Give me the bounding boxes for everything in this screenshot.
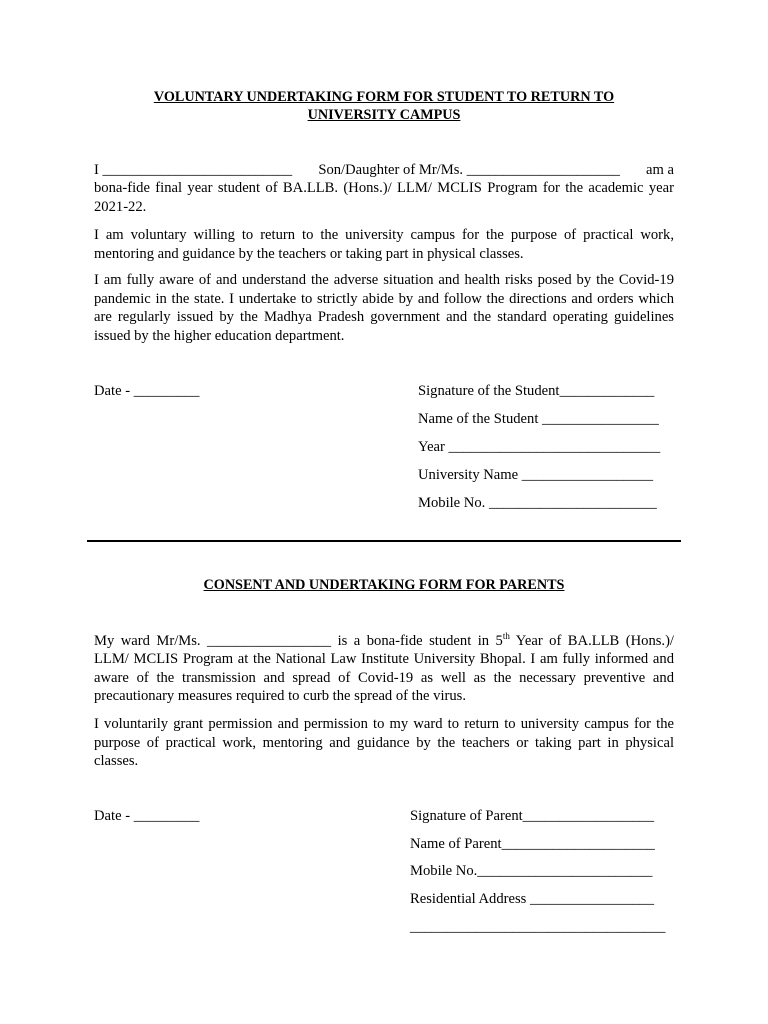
parent-ward-first-line: My ward Mr/Ms. _________________ is a bona-fide student in 5th Year of BA.LLB (Hons.)/ — [94, 631, 674, 649]
student-form-title-line2: UNIVERSITY CAMPUS — [307, 107, 461, 123]
student-date-field: Date - _________ — [94, 383, 200, 399]
student-name-field: Name of the Student ________________ — [418, 411, 659, 427]
student-intro-rest: bona-fide final year student of BA.LLB. (Hons.)/ LLM/ MCLIS Program for the academic year 2021-22. — [94, 180, 674, 215]
parent-mobile-field: Mobile No.________________________ — [410, 863, 653, 879]
parent-name-blank: Son/Daughter of Mr/Ms. _____________________ — [318, 162, 620, 178]
student-year-field: Year _____________________________ — [418, 439, 661, 455]
student-signature-field: Signature of the Student_____________ — [418, 383, 655, 399]
student-university-field: University Name __________________ — [418, 467, 654, 483]
am-a-text: am a — [646, 162, 674, 178]
parent-form-title: CONSENT AND UNDERTAKING FORM FOR PARENTS — [203, 577, 565, 593]
parent-permission-paragraph: I voluntarily grant permission and permission to my ward to return to university campus for the purpose of practical work, mentoring and guidance by the teachers or taking part in physical classes. — [94, 716, 674, 769]
student-mobile-field: Mobile No. _______________________ — [418, 495, 657, 511]
parent-name-field: Name of Parent_____________________ — [410, 836, 655, 852]
parent-date-field: Date - _________ — [94, 808, 200, 824]
parent-address-field: Residential Address _________________ — [410, 891, 655, 907]
student-awareness-paragraph: I am fully aware of and understand the adverse situation and health risks posed by the Covid-19 pandemic in the state. I undertake to strictly abide by and follow the directions and orders which are regularly issued by the Madhya Pradesh government and the standard operating guidelines issued by the higher education department. — [94, 272, 674, 344]
student-form-title-line1: VOLUNTARY UNDERTAKING FORM FOR STUDENT TO RETURN TO — [153, 89, 615, 105]
parent-signature-field: Signature of Parent__________________ — [410, 808, 655, 824]
parent-address-second-line: ___________________________________ — [410, 919, 666, 935]
student-name-blank: I __________________________ — [94, 162, 293, 178]
parent-ward-paragraph-rest: LLM/ MCLIS Program at the National Law Institute University Bhopal. I am fully informed and aware of the transmission and spread of Covid-19 as well as the necessary preventive and precautionary measures required to curb the spread of the virus. — [94, 651, 674, 704]
student-willingness-paragraph: I am voluntary willing to return to the university campus for the purpose of practical work, mentoring and guidance by the teachers or taking part in physical classes. — [94, 227, 674, 262]
student-intro-first-line — [94, 161, 674, 180]
section-divider — [87, 540, 681, 542]
